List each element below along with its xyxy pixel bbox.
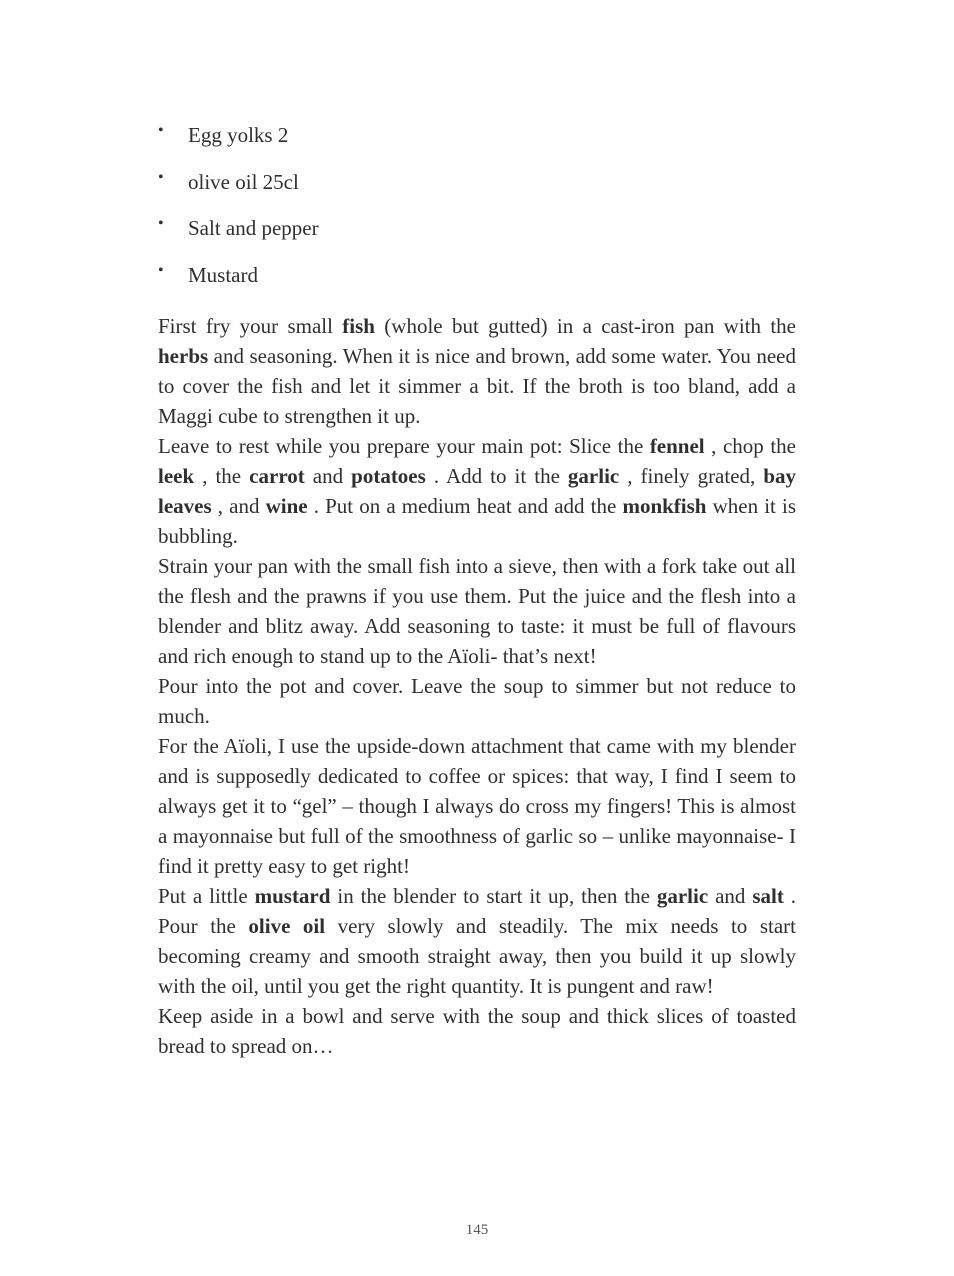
recipe-page bbox=[158, 116, 796, 1061]
text-run: Pour into the pot and cover. Leave the soup to simmer but not reduce to much. bbox=[158, 674, 796, 728]
bold-ingredient: herbs bbox=[158, 344, 209, 368]
paragraph-strain bbox=[158, 551, 796, 671]
paragraph-fish-broth bbox=[158, 311, 796, 431]
bullet-icon: • bbox=[158, 122, 164, 139]
recipe-instructions bbox=[158, 311, 796, 1061]
text-run: , finely grated, bbox=[619, 464, 764, 488]
paragraph-serve bbox=[158, 1001, 796, 1061]
text-run: very slowly and steadily. The mix needs to start becoming creamy and smooth straight away, then you build it up slowly with the oil, until you get the right quantity. It is pungent and raw! bbox=[158, 914, 797, 998]
paragraph-aioli bbox=[158, 731, 796, 881]
text-run: Keep aside in a bowl and serve with the soup and thick slices of toasted bread to spread on… bbox=[158, 1004, 796, 1058]
text-run: and seasoning. When it is nice and brown, add some water. You need to cover the fish and let it simmer a bit. If the broth is too bland, add a Maggi cube to strengthen it up. bbox=[158, 344, 796, 428]
bold-ingredient: salt bbox=[752, 884, 784, 908]
text-run: , the bbox=[194, 464, 250, 488]
text-run: , and bbox=[211, 494, 266, 518]
ingredient-text: Egg yolks 2 bbox=[188, 123, 289, 147]
text-run: . Put on a medium heat and add the bbox=[307, 494, 623, 518]
list-item bbox=[158, 209, 796, 256]
page-number: 145 bbox=[465, 1222, 489, 1238]
bullet-icon: • bbox=[158, 261, 164, 279]
bold-ingredient: carrot bbox=[249, 464, 305, 488]
bold-ingredient: fennel bbox=[649, 434, 705, 458]
bold-ingredient: bay leaves bbox=[158, 464, 797, 518]
ingredient-text: Salt and pepper bbox=[188, 216, 319, 240]
ingredient-text: Mustard bbox=[188, 262, 258, 287]
text-run: when it is bubbling. bbox=[158, 494, 796, 548]
ingredient-list bbox=[158, 116, 796, 302]
list-item bbox=[158, 163, 796, 210]
bold-ingredient: garlic bbox=[656, 884, 709, 908]
text-run: and bbox=[304, 464, 352, 488]
ingredient-text: olive oil 25cl bbox=[188, 169, 299, 194]
text-run: . Pour the bbox=[158, 884, 796, 938]
text-run: For the Aïoli, I use the upside-down attachment that came with my blender and is supposedly dedicated to coffee or spices: that way, I find I seem to always get it to “gel” – though I always do cross my fingers! This is almost a mayonnaise but full of the smoothness of garlic so – unlike mayonnaise- I find it pretty easy to get right! bbox=[158, 734, 796, 878]
text-run: in the blender to start it up, then the bbox=[330, 884, 657, 908]
bold-ingredient: mustard bbox=[254, 884, 331, 908]
text-run: (whole but gutted) in a cast-iron pan with the bbox=[374, 314, 796, 338]
bold-ingredient: potatoes bbox=[351, 464, 426, 488]
text-run: First fry your small bbox=[158, 314, 343, 338]
paragraph-blend bbox=[158, 881, 796, 1001]
text-run: Strain your pan with the small fish into a sieve, then with a fork take out all the flesh and the prawns if you use them. Put the juice and the flesh into a blender and blitz away. Add seasoning to taste: it must be full of flavours and rich enough to stand up to the Aïoli- that’s next! bbox=[158, 554, 796, 668]
bold-ingredient: fish bbox=[342, 314, 375, 338]
text-run: Put a little bbox=[158, 884, 255, 908]
text-run: . Add to it the bbox=[425, 464, 568, 488]
bold-ingredient: olive oil bbox=[248, 914, 326, 938]
bold-ingredient: monkfish bbox=[622, 494, 707, 518]
text-run: , chop the bbox=[704, 434, 796, 458]
list-item bbox=[158, 256, 796, 303]
bullet-icon: • bbox=[158, 215, 164, 232]
bold-ingredient: garlic bbox=[567, 464, 620, 488]
list-item bbox=[158, 116, 796, 163]
bold-ingredient: leek bbox=[158, 464, 195, 488]
bullet-icon: • bbox=[158, 168, 164, 186]
text-run: Leave to rest while you prepare your main pot: Slice the bbox=[158, 434, 650, 458]
text-run: and bbox=[708, 884, 753, 908]
paragraph-pour bbox=[158, 671, 796, 731]
paragraph-main-pot bbox=[158, 431, 796, 551]
bold-ingredient: wine bbox=[265, 494, 308, 518]
